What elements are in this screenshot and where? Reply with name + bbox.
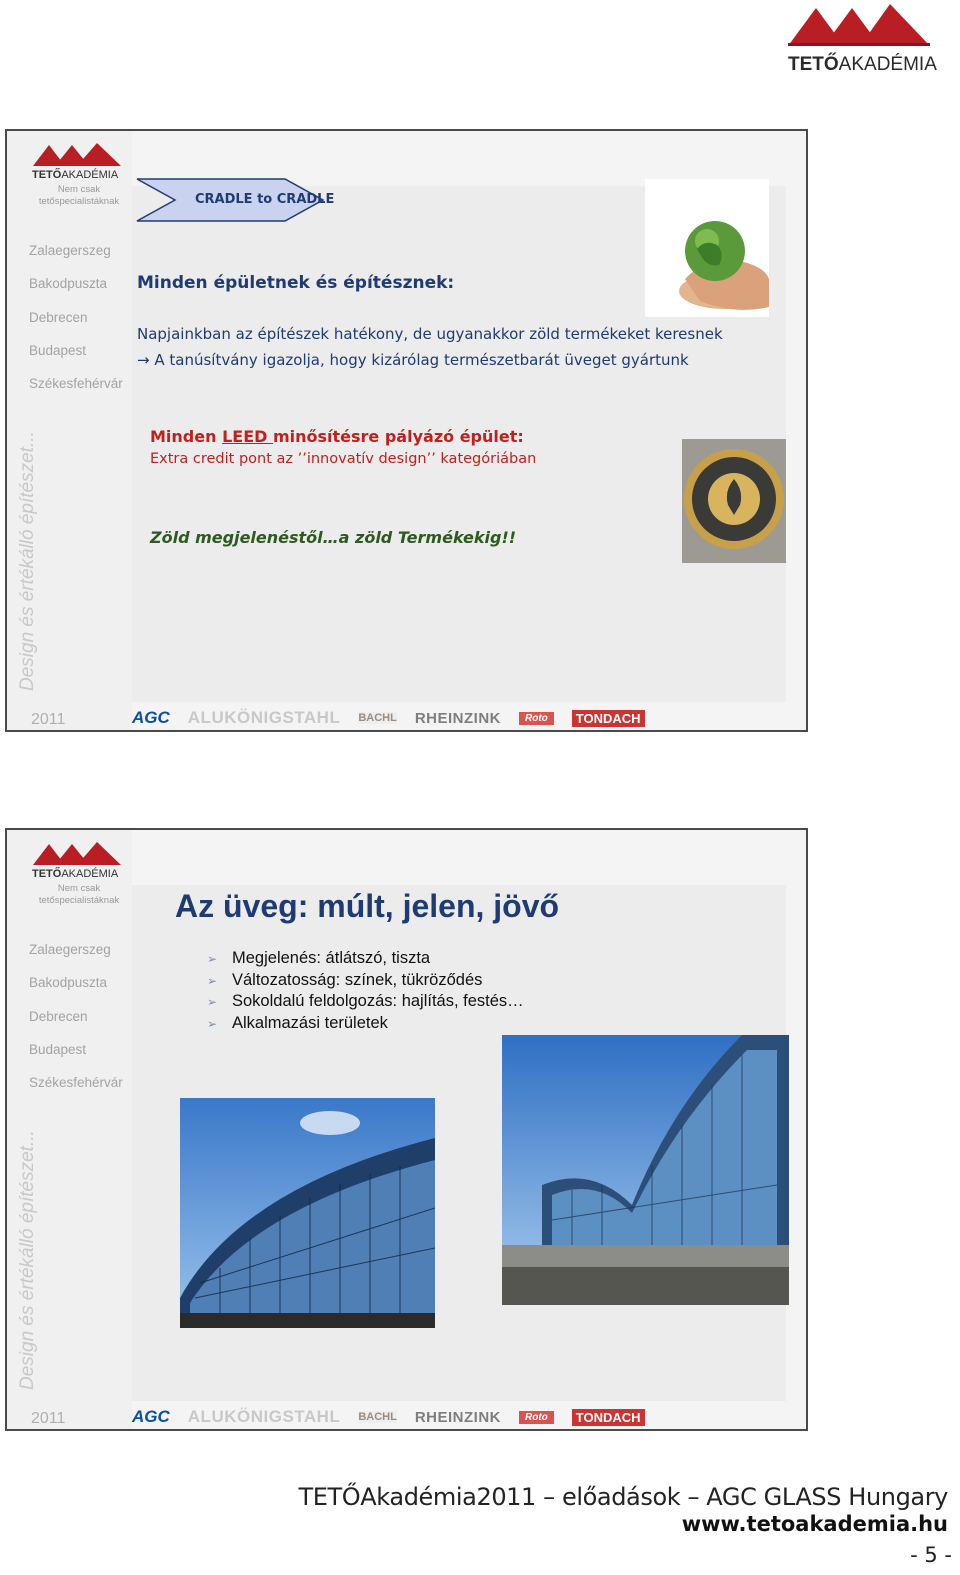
globe-in-hands-image xyxy=(645,179,769,317)
sidebar-brand: TETŐAKADÉMIA xyxy=(32,169,119,181)
bachl-logo: BACHL xyxy=(358,712,397,724)
list-item: ➢ Sokoldalú feldolgozás: hajlítás, festés… xyxy=(207,991,524,1013)
leed-gold-seal-image xyxy=(682,439,786,563)
vertical-slogan: Design és értékálló építészet... xyxy=(17,1130,38,1390)
arrow-bullet-icon: ➢ xyxy=(207,995,218,1009)
footer-title: TETŐAkadémia2011 – előadások – AGC GLASS Hungary xyxy=(298,1483,948,1511)
year-label: 2011 xyxy=(31,1410,66,1427)
city-item: Bakodpuszta xyxy=(29,975,108,991)
city-item: Bakodpuszta xyxy=(29,276,108,292)
city-item: Zalaegerszeg xyxy=(29,942,111,957)
partner-logos xyxy=(132,705,788,731)
slide1-line-1: Napjainkban az építészek hatékony, de ugyanakkor zöld termékeket keresnek xyxy=(137,325,723,343)
roof-logo-icon xyxy=(29,840,129,868)
city-item: Zalaegerszeg xyxy=(29,243,111,258)
year-label: 2011 xyxy=(31,711,66,728)
agc-logo: AGC xyxy=(132,1407,170,1426)
green-slogan: Zöld megjelenéstől…a zöld Termékekig!! xyxy=(150,528,517,547)
cradle-arrow-shape xyxy=(135,177,335,223)
list-item: ➢ Változatosság: színek, tükröződés xyxy=(207,970,524,992)
slide1-line-2: → A tanúsítvány igazolja, hogy kizárólag természetbarát üveget gyártunk xyxy=(137,351,689,369)
alukonig-logo: ALUKÖNIGSTAHL xyxy=(187,708,341,727)
curved-glass-building-photo xyxy=(180,1098,435,1328)
sidebar-tagline: Nem csak tetőspecialistáknak xyxy=(38,883,120,906)
alukonig-logo: ALUKÖNIGSTAHL xyxy=(187,1407,341,1426)
rheinzink-logo: RHEINZINK xyxy=(414,1408,502,1426)
top-logo xyxy=(786,4,936,74)
city-list xyxy=(29,940,129,1106)
arrow-bullet-icon: ➢ xyxy=(207,973,218,988)
slide2-title: Az üveg: múlt, jelen, jövő xyxy=(175,888,560,924)
city-item: Székesfehérvár xyxy=(29,1075,123,1091)
tondach-logo: TONDACH xyxy=(572,1409,645,1426)
leed-heading: Minden LEED minősítésre pályázó épület: xyxy=(150,427,524,446)
slide1-heading: Minden épületnek és építésznek: xyxy=(137,273,455,293)
right-arrow-icon: → xyxy=(137,351,155,369)
list-item: ➢ Megjelenés: átlátszó, tiszta xyxy=(207,948,524,970)
arrow-bullet-icon: ➢ xyxy=(207,1016,218,1031)
city-list xyxy=(29,241,129,407)
roof-logo-icon xyxy=(786,4,936,50)
agc-logo: AGC xyxy=(132,708,170,727)
sidebar-brand: TETŐAKADÉMIA xyxy=(32,868,119,880)
city-item: Budapest xyxy=(29,1041,87,1057)
bachl-logo: BACHL xyxy=(358,1411,397,1423)
city-item: Székesfehérvár xyxy=(29,376,123,392)
city-item: Debrecen xyxy=(29,1008,88,1024)
sidebar-logo xyxy=(29,141,129,216)
vertical-slogan: Design és értékálló építészet... xyxy=(17,431,38,691)
roto-logo: Roto xyxy=(519,712,554,725)
partner-logos xyxy=(132,1404,788,1430)
leed-subtext: Extra credit pont az ’’innovatív design’’ kategóriában xyxy=(150,451,537,467)
city-item: Debrecen xyxy=(29,309,88,325)
footer-url[interactable]: www.tetoakademia.hu xyxy=(681,1512,948,1536)
roto-logo: Roto xyxy=(519,1411,554,1424)
sidebar-tagline: Nem csak tetőspecialistáknak xyxy=(38,184,120,207)
sidebar-logo xyxy=(29,840,129,915)
roof-logo-icon xyxy=(29,141,129,169)
tondach-logo: TONDACH xyxy=(572,710,645,727)
rheinzink-logo: RHEINZINK xyxy=(414,709,502,727)
slide-2 xyxy=(5,828,808,1431)
wavy-glass-facade-photo xyxy=(502,1035,789,1305)
city-item: Budapest xyxy=(29,342,87,358)
cradle-label: CRADLE to CRADLE xyxy=(195,192,335,207)
slide-1 xyxy=(5,129,808,732)
bullet-list xyxy=(207,948,524,1034)
top-brand: TETŐAKADÉMIA xyxy=(788,54,937,75)
arrow-bullet-icon: ➢ xyxy=(207,952,218,966)
page-number: - 5 - xyxy=(910,1543,952,1567)
list-item: ➢ Alkalmazási területek xyxy=(207,1013,524,1035)
